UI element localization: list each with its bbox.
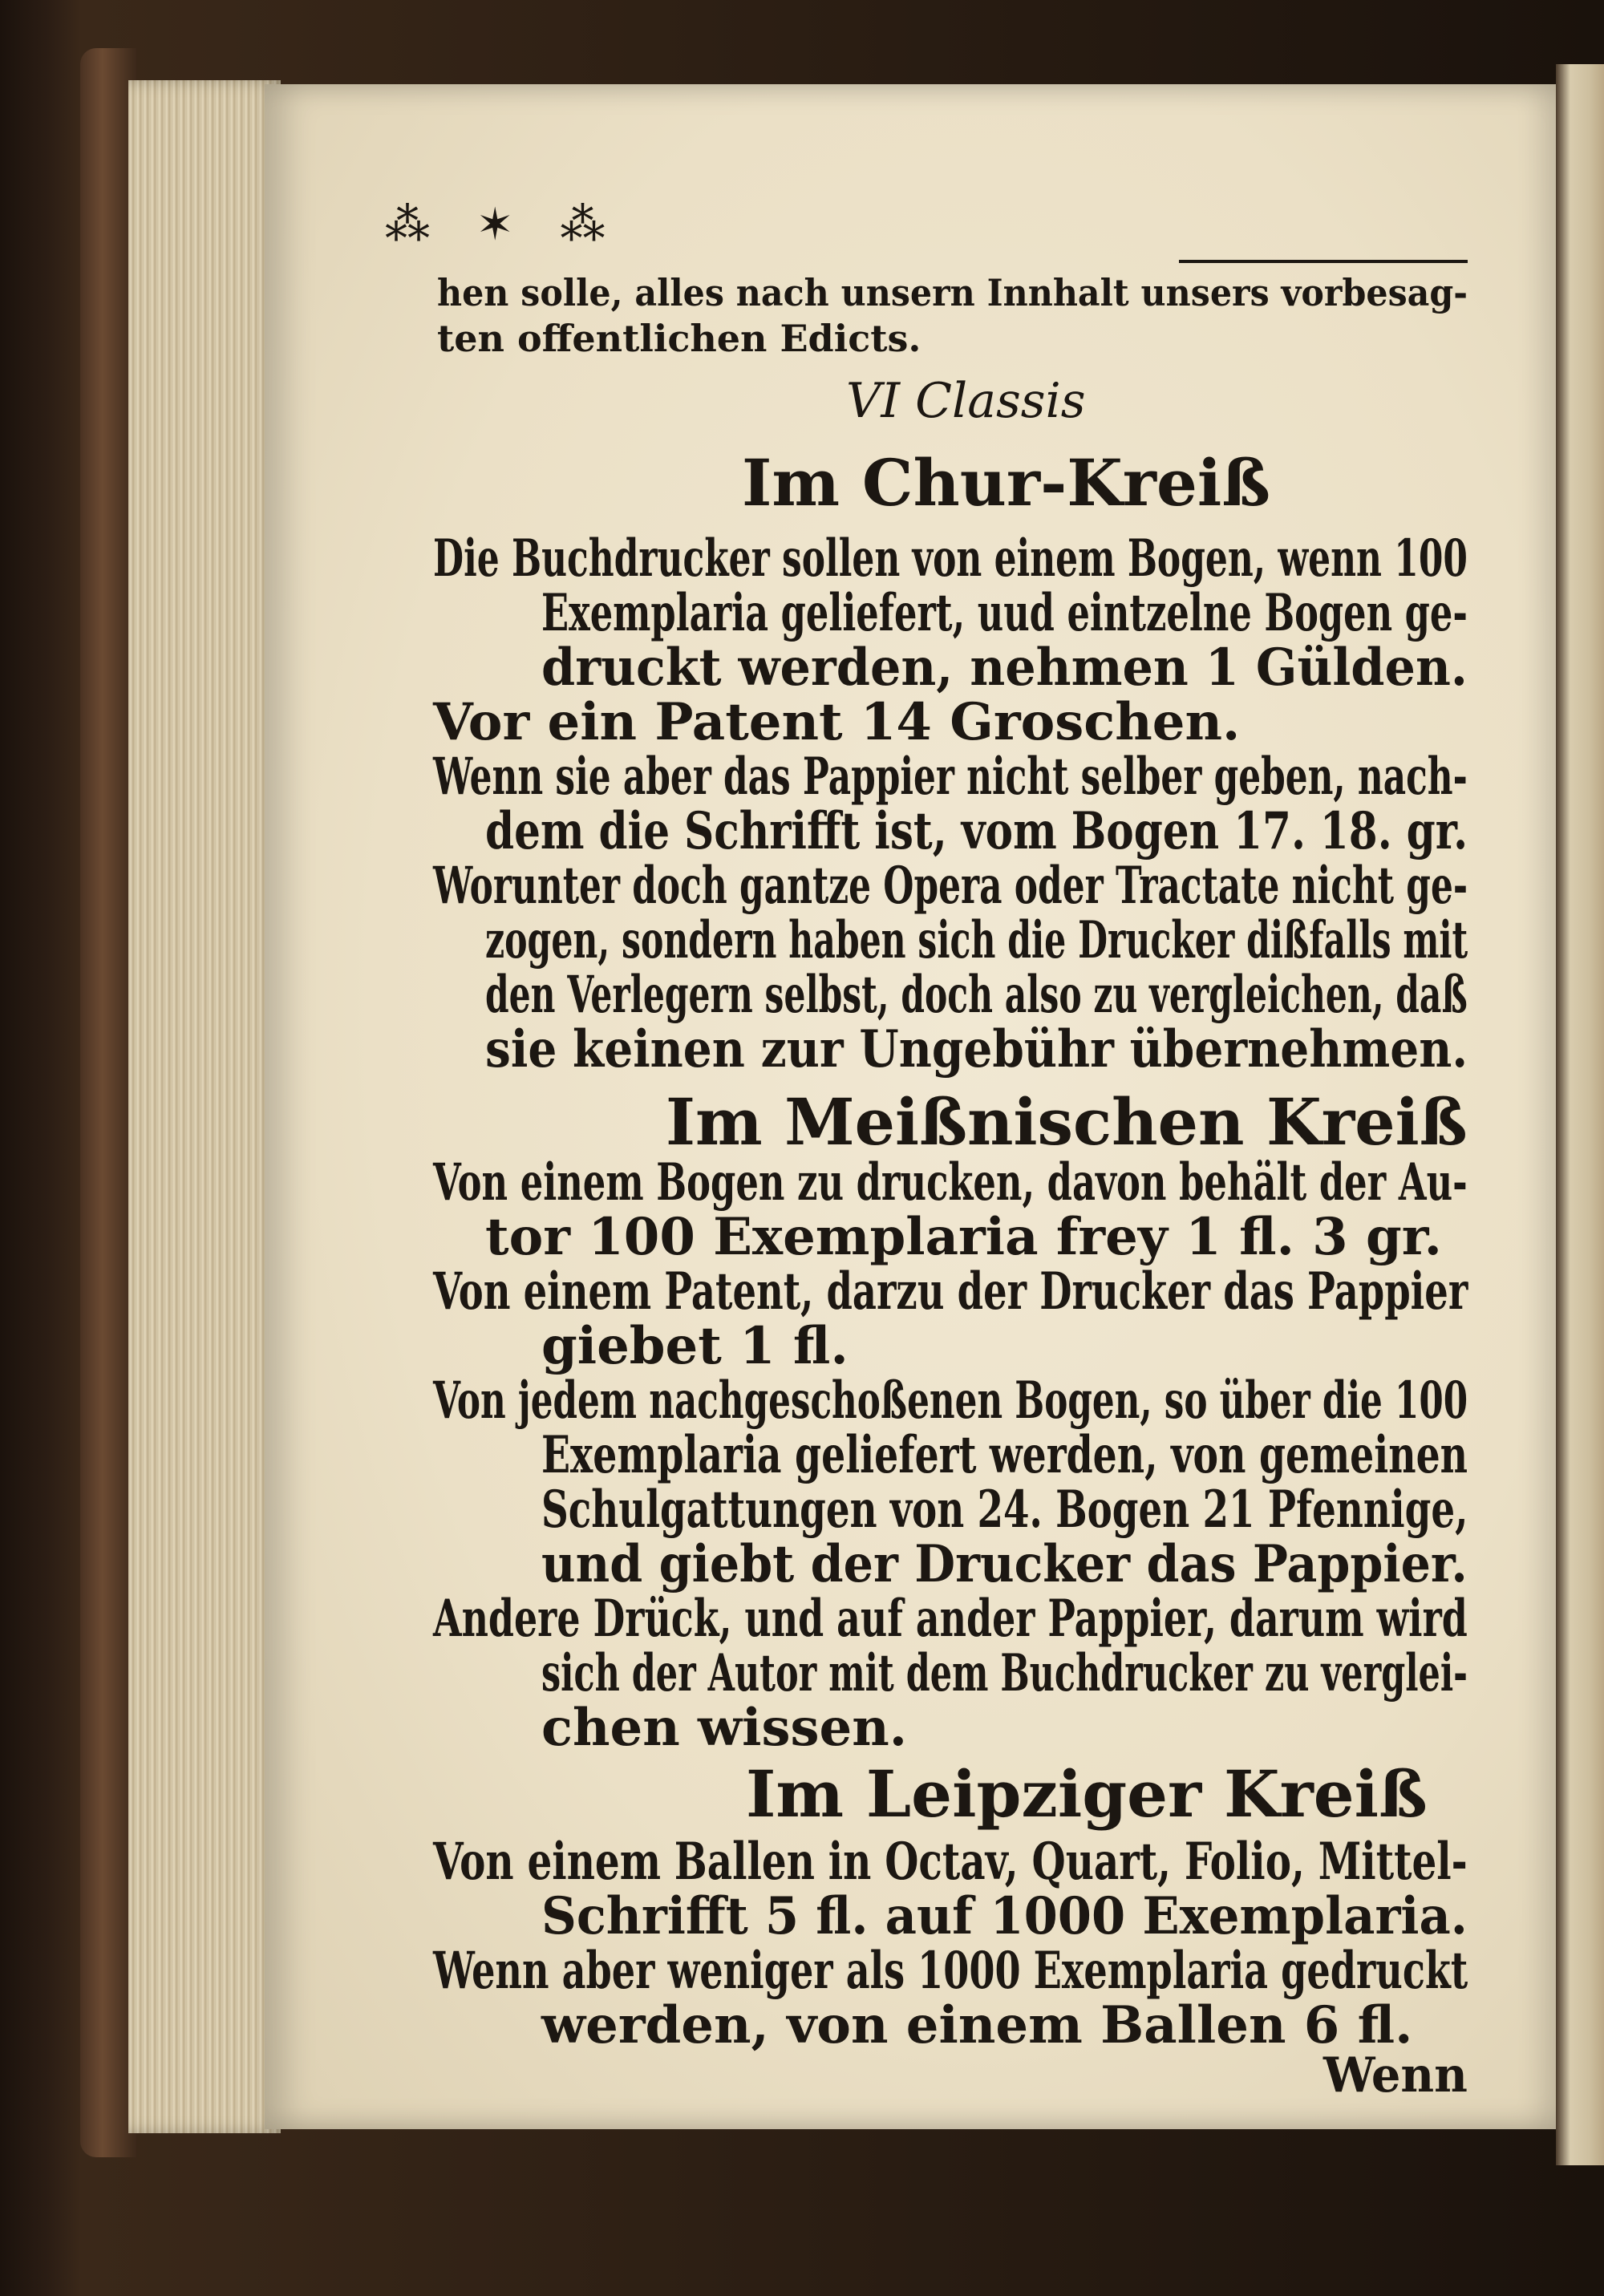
text-line: giebet 1 fl. [541,1316,849,1376]
text-line: Wenn sie aber das Pappier nicht selber geben, nach- [433,747,1468,807]
text-line: tor 100 Exemplaria frey 1 fl. 3 gr. [485,1207,1442,1267]
section-title-leipzig: Im Leipziger Kreiß [746,1756,1428,1832]
text-line: werden, von einem Ballen 6 fl. [541,1995,1413,2055]
text-line: Worunter doch gantze Opera oder Tractate nicht ge- [433,856,1468,916]
text-line: Andere Drück, und auf ander Pappier, darum wird [433,1589,1468,1649]
text-line: Wenn aber weniger als 1000 Exemplaria gedruckt [433,1941,1468,2001]
text-line: Die Buchdrucker sollen von einem Bogen, wenn 100 [433,528,1468,589]
text-line: Von einem Bogen zu drucken, davon behält der Au- [433,1152,1468,1213]
text-line: Von einem Patent, darzu der Drucker das Pappier [433,1261,1468,1322]
text-line: Exemplaria geliefert, uud eintzelne Bogen ge- [541,583,1468,643]
text-line: den Verlegern selbst, doch also zu vergleichen, daß [485,965,1468,1025]
catchword: Wenn [1323,2047,1468,2104]
header-ornament: ⁂ ✶ ⁂ [385,199,622,251]
text-line: und giebt der Drucker das Pappier. [541,1534,1468,1594]
text-line: Von einem Ballen in Octav, Quart, Folio, Mittel- [433,1832,1468,1892]
class-heading: VI Classis [846,373,1086,429]
facing-page-edge [1556,64,1604,2165]
text-line: Von jedem nachgeschoßenen Bogen, so über die 100 [433,1371,1468,1431]
intro-line-1: hen solle, alles nach unsern Innhalt unsers vorbesag- [437,271,1468,314]
text-line: Schulgattungen von 24. Bogen 21 Pfennige, [541,1480,1468,1540]
text-line: sie keinen zur Ungebühr übernehmen. [485,1019,1468,1079]
text-line: dem die Schrifft ist, vom Bogen 17. 18. gr. [485,801,1468,861]
text-line: Schrifft 5 fl. auf 1000 Exemplaria. [541,1886,1468,1946]
text-line: chen wissen. [541,1698,908,1758]
text-line: Vor ein Patent 14 Groschen. [433,692,1241,752]
page-edges [128,80,281,2133]
intro-line-2: ten offentlichen Edicts. [437,317,921,360]
text-line: zogen, sondern haben sich die Drucker dißfalls mit [485,910,1468,970]
text-line: sich der Autor mit dem Buchdrucker zu verglei- [541,1643,1468,1703]
header-rule [1179,260,1468,263]
section-title-chur: Im Chur-Kreiß [742,445,1271,520]
text-line: druckt werden, nehmen 1 Gülden. [541,638,1468,698]
section-title-meissen: Im Meißnischen Kreiß [666,1084,1468,1160]
text-line: Exemplaria geliefert werden, von gemeinen [541,1425,1468,1485]
